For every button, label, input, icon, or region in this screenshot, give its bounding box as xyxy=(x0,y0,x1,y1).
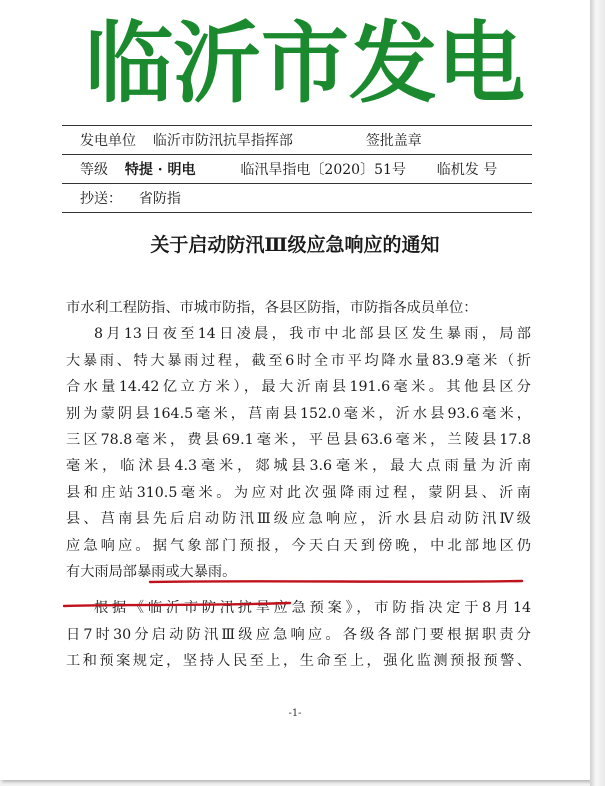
body-line: 8月13日夜至14日凌晨，我市中北部县区发生暴雨，局部 xyxy=(94,326,531,343)
body-line: 日7时30分启动防汛Ⅲ级应急响应。各级各部门要根据职责分 xyxy=(66,626,531,643)
body-line: 别为蒙阴县164.5毫米，莒南县152.0毫米，沂水县93.6毫米， xyxy=(66,405,531,422)
body-line: 合水量14.42亿立方米），最大沂南县191.6毫米。其他县区分 xyxy=(66,379,531,396)
approval-label: 签批盖章 xyxy=(365,133,422,149)
highlighted-forecast-1: 据气象部门预报，今天白天到傍晚，中北部地区仍 xyxy=(152,537,531,554)
body-line: 工和预案规定，坚持人民至上，生命至上，强化监测预报预警、 xyxy=(66,653,531,670)
body-line-pre: 应急响应。 xyxy=(66,537,153,554)
body-line: 毫米，临沭县4.3毫米，郯城县3.6毫米，最大点雨量为沂南 xyxy=(66,458,531,475)
body-line: 市水利工程防指、市城市防指，各县区防指，市防指各成员单位： xyxy=(66,300,478,316)
highlighted-forecast-2: 有大雨局部暴雨或大暴雨。 xyxy=(66,564,237,581)
header-rule-top xyxy=(62,125,532,126)
body-line: 县、莒南县先后启动防汛Ⅲ级应急响应，沂水县启动防汛Ⅳ级 xyxy=(66,511,531,528)
header-rule-2 xyxy=(62,183,532,184)
machine-label: 临机发 号 xyxy=(436,162,498,178)
sender-value: 临沂市防汛抗旱指挥部 xyxy=(152,133,293,149)
body-line: 根据《临沂市防汛抗旱应急预案》，市防指决定于8月14 xyxy=(94,600,531,617)
grade-label: 等级 xyxy=(80,162,108,178)
document-title: 关于启动防汛Ⅲ级应急响应的通知 xyxy=(150,234,440,256)
cc-row xyxy=(80,189,181,209)
cc-label: 抄送： xyxy=(80,191,122,207)
page-number: -1- xyxy=(288,708,302,719)
masthead-title: 临沂市发电 xyxy=(84,12,526,108)
cc-value: 省防指 xyxy=(138,191,181,207)
doc-number: 临汛旱指电〔2020〕51号 xyxy=(240,162,406,178)
sender-row xyxy=(80,131,422,151)
sender-label: 发电单位 xyxy=(80,133,136,149)
header-rule-bottom xyxy=(62,212,532,213)
page-edge xyxy=(590,0,605,786)
grade-value: 特提 · 明电 xyxy=(124,162,196,178)
masthead xyxy=(70,8,540,108)
body-line: 三区78.8毫米，费县69.1毫米，平邑县63.6毫米，兰陵县17.8 xyxy=(66,432,531,449)
header-rule-1 xyxy=(62,154,532,155)
body-line: 大暴雨、特大暴雨过程，截至6时全市平均降水量83.9毫米（折 xyxy=(66,352,531,369)
grade-row xyxy=(80,160,497,180)
document-body xyxy=(66,295,531,675)
body-line-highlight-start xyxy=(66,533,531,559)
body-line: 县和庄站310.5毫米。为应对此次强降雨过程，蒙阴县、沂南 xyxy=(66,484,531,501)
body-line-highlight-end xyxy=(66,559,531,585)
